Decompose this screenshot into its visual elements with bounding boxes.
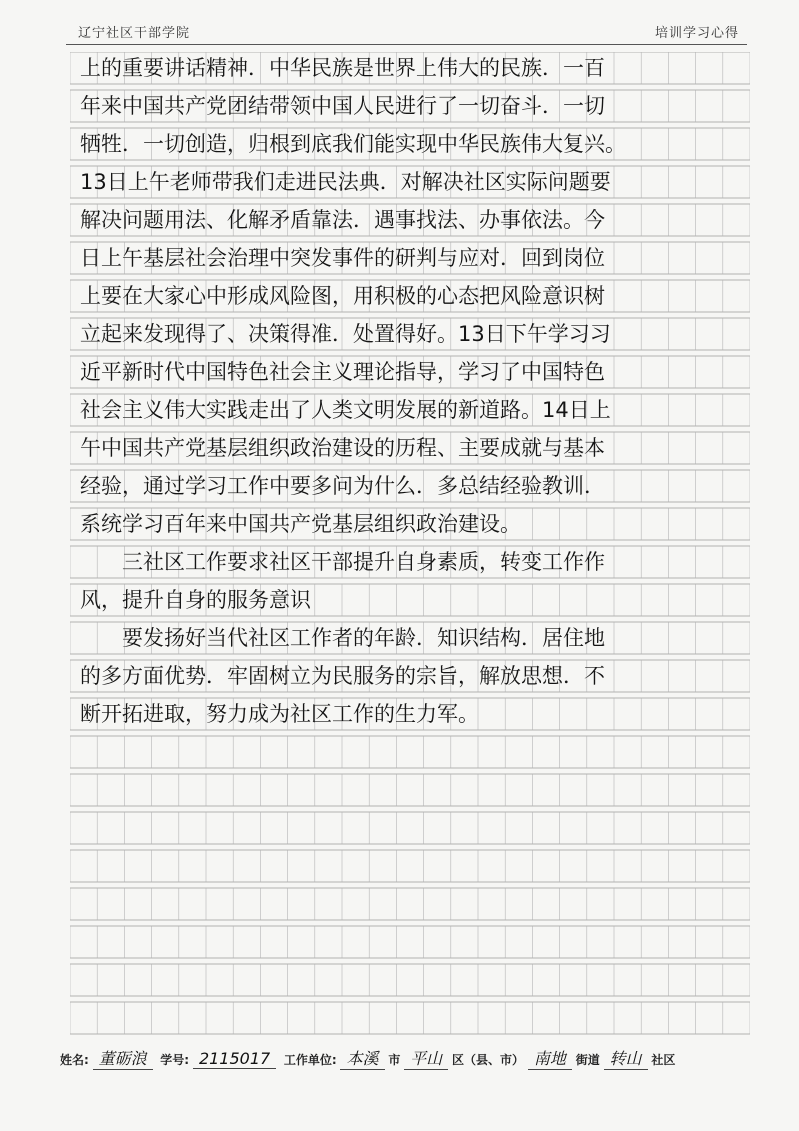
essay-line: 社会主义伟大实践走出了人类文明发展的新道路。14日上 — [80, 398, 611, 422]
writing-grid — [70, 52, 750, 1042]
essay-line: 的多方面优势．牢固树立为民服务的宗旨，解放思想．不 — [80, 664, 605, 688]
essay-line — [80, 848, 742, 884]
district-value: 平山 — [404, 1046, 448, 1070]
district-suffix: 区（县、市） — [452, 1053, 525, 1067]
essay-line — [80, 810, 742, 846]
essay-line: 上要在大家心中形成风险图，用积极的心态把风险意识树 — [80, 284, 605, 308]
essay-line — [80, 772, 742, 808]
unit-label: 工作单位: — [283, 1053, 337, 1067]
essay-line: 解决问题用法、化解矛盾靠法．遇事找法、办事依法。今 — [80, 208, 605, 232]
essay-line: 风，提升自身的服务意识 — [80, 588, 311, 612]
community-suffix: 社区 — [651, 1053, 676, 1067]
essay-line: 三社区工作要求社区干部提升自身素质，转变工作作 — [80, 550, 605, 574]
essay-line — [80, 886, 742, 922]
essay-line — [80, 924, 742, 960]
id-label: 学号: — [160, 1053, 190, 1067]
name-value: 董砺浪 — [93, 1046, 153, 1070]
community-value: 转山 — [604, 1046, 648, 1070]
essay-line: 立起来发现得了、决策得准．处置得好。13日下午学习习 — [80, 322, 611, 346]
signature-footer — [60, 1046, 769, 1076]
essay-line: 近平新时代中国特色社会主义理论指导，学习了中国特色 — [80, 360, 605, 384]
header-rule — [66, 44, 747, 45]
essay-line — [80, 1000, 742, 1036]
essay-line: 日上午基层社会治理中突发事件的研判与应对．回到岗位 — [80, 246, 605, 270]
essay-line: 午中国共产党基层组织政治建设的历程、主要成就与基本 — [80, 436, 605, 460]
street-value: 南地 — [528, 1046, 572, 1070]
essay-line: 上的重要讲话精神．中华民族是世界上伟大的民族．一百 — [80, 56, 605, 80]
essay-line: 13日上午老师带我们走进民法典．对解决社区实际问题要 — [80, 170, 611, 194]
essay-line: 经验，通过学习工作中要多问为什么．多总结经验教训． — [80, 474, 605, 498]
essay-line: 要发扬好当代社区工作者的年龄．知识结构．居住地 — [80, 626, 605, 650]
name-label: 姓名: — [60, 1053, 89, 1067]
essay-line: 断开拓进取，努力成为社区工作的生力军。 — [80, 702, 479, 726]
document-type-header: 培训学习心得 — [654, 26, 739, 41]
institution-header: 辽宁社区干部学院 — [78, 26, 191, 41]
city-value: 本溪 — [340, 1046, 384, 1070]
essay-line: 牺牲．一切创造，归根到底我们能实现中华民族伟大复兴。 — [80, 132, 626, 156]
street-suffix: 街道 — [575, 1053, 600, 1067]
city-suffix: 市 — [388, 1053, 401, 1067]
essay-line — [80, 962, 742, 998]
essay-line: 年来中国共产党团结带领中国人民进行了一切奋斗．一切 — [80, 94, 605, 118]
essay-line — [80, 734, 742, 770]
id-value: 2115017 — [193, 1049, 276, 1069]
essay-line: 系统学习百年来中国共产党基层组织政治建设。 — [80, 512, 521, 536]
